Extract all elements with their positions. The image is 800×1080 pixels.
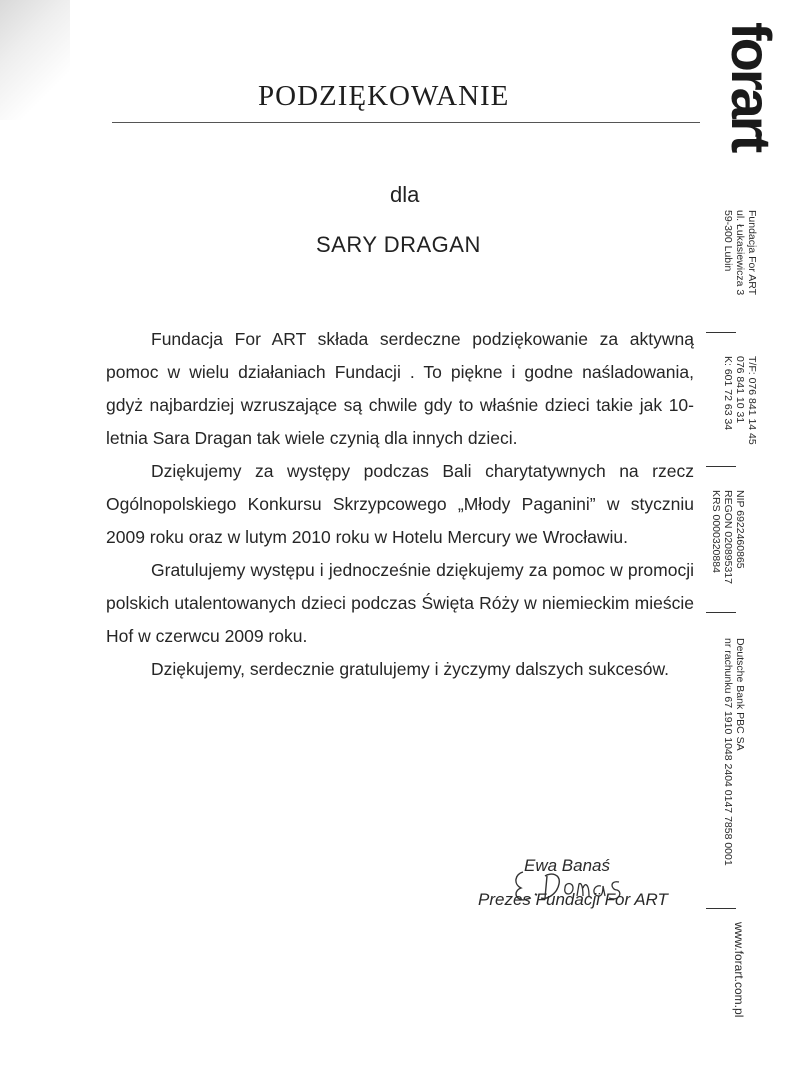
sidebar-address [722,210,758,295]
registry-line: KRS 0000320884 [710,490,722,573]
paragraph: Fundacja For ART składa serdeczne podziękowanie za aktywną pomoc w wielu działaniach Fundacji . To piękne i godne naśladowania, gdyż najbardziej wzruszające są chwile gdy to właśnie dzieci takie jak 10-letnia Sara Dragan tak wiele czynią dla innych dzieci. [106,329,694,448]
sidebar-divider [706,612,736,613]
sidebar-divider [706,466,736,467]
sidebar-divider [706,332,736,333]
letter-body [106,323,694,686]
contact-line: 076 841 10 31 [734,356,746,424]
bank-line: nr rachunku 67 1910 1048 2404 0147 7858 0001 [722,638,734,866]
registry-line: REGON 020895317 [722,490,734,584]
signer-title: Prezes Fundacji For ART [478,890,668,909]
sidebar-divider [706,908,736,909]
website-url: www.forart.com.pl [732,922,746,1018]
forart-logo: forart [720,22,783,151]
scan-shadow [0,0,70,120]
signer-name: Ewa Banaś [524,856,610,875]
paragraph: Dziękujemy za występy podczas Bali charytatywnych na rzecz Ogólnopolskiego Konkursu Skrzypcowego „Młody Paganini” w styczniu 2009 roku oraz w lutym 2010 roku w Hotelu Mercury we Wrocławiu. [106,461,694,547]
paragraph: Gratulujemy występu i jednocześnie dziękujemy za pomoc w promocji polskich utalentowanych dzieci podczas Święta Róży w niemieckim mieście Hof w czerwcu 2009 roku. [106,560,694,646]
paragraph: Dziękujemy, serdecznie gratulujemy i życzymy dalszych sukcesów. [151,659,670,679]
recipient-name: SARY DRAGAN [316,232,481,257]
sidebar-registry [710,490,746,584]
sidebar-contact [722,356,758,445]
address-line: Fundacja For ART [746,210,758,296]
bank-line: Deutsche Bank PBC SA [734,638,746,751]
letter-title: PODZIĘKOWANIE [258,80,510,112]
registry-line: NIP 6922460865 [734,490,746,569]
sidebar-bank [722,638,746,866]
title-divider [112,122,700,123]
contact-line: T/F: 076 841 14 45 [746,356,758,445]
address-line: ul. Łukasiewicza 3 [734,210,746,296]
address-line: 59-300 Lubin [722,210,734,272]
contact-line: K: 601 72 63 34 [722,356,734,431]
dedication-word: dla [390,182,420,207]
